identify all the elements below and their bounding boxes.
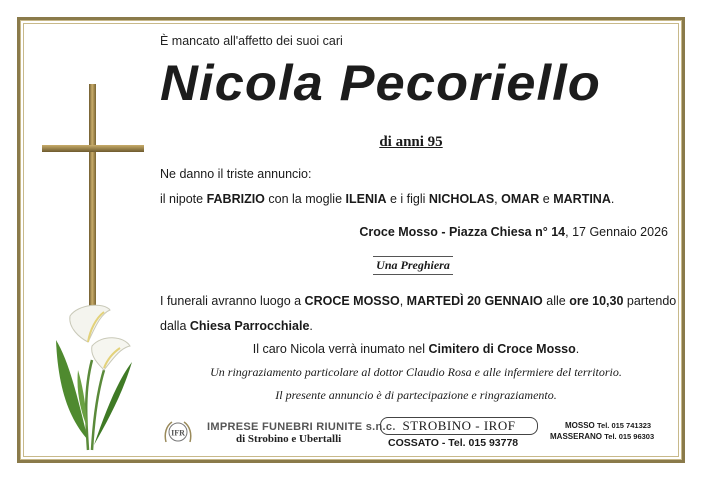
place-date bbox=[359, 225, 668, 239]
family-name: ILENIA bbox=[345, 192, 387, 206]
place-text: Croce Mosso - Piazza Chiesa n° 14 bbox=[359, 225, 566, 239]
family-name: FABRIZIO bbox=[206, 192, 265, 206]
burial-text: . bbox=[575, 342, 580, 356]
funeral-text: dalla bbox=[160, 319, 190, 333]
intro-text: È mancato all'affetto dei suoi cari bbox=[160, 34, 343, 48]
age-text: di anni 95 bbox=[379, 134, 443, 150]
funeral-text: I funerali avranno luogo a bbox=[160, 294, 305, 308]
imprese-name: IMPRESE FUNEBRI RIUNITE s.n.c. bbox=[207, 421, 396, 433]
family-text: e bbox=[539, 192, 554, 206]
imprese-owners: di Strobino e Ubertalli bbox=[236, 433, 342, 445]
funeral-text: alle bbox=[542, 294, 570, 308]
masserano-tel: Tel. 015 96303 bbox=[604, 432, 655, 441]
family-line bbox=[160, 192, 614, 206]
date-text: , 17 Gennaio 2026 bbox=[565, 225, 668, 239]
burial-line bbox=[0, 342, 702, 356]
funeral-date: MARTEDÌ 20 GENNAIO bbox=[406, 294, 543, 308]
announce-text: Ne danno il triste annuncio: bbox=[160, 167, 312, 181]
ifr-logo-icon bbox=[162, 418, 194, 446]
notice-text: Il presente annuncio è di partecipazione e ringraziamento. bbox=[275, 388, 557, 402]
cross-icon bbox=[89, 84, 96, 324]
cossato-contact: COSSATO - Tel. 015 93778 bbox=[388, 437, 519, 449]
funeral-text: , bbox=[399, 294, 407, 308]
thanks-text: Un ringraziamento particolare al dottor Claudio Rosa e alle infermiere del territorio. bbox=[210, 365, 622, 379]
svg-text:IFR: IFR bbox=[171, 428, 185, 438]
family-text: , bbox=[494, 192, 502, 206]
cemetery-name: Cimitero di Croce Mosso bbox=[428, 342, 576, 356]
mosso-tel: Tel. 015 741323 bbox=[597, 421, 652, 430]
deceased-name: Nicola Pecoriello bbox=[160, 55, 601, 111]
prayer-label: Una Preghiera bbox=[373, 256, 453, 275]
mosso-contact bbox=[565, 421, 651, 430]
funeral-text: partendo bbox=[623, 294, 677, 308]
funeral-line-1 bbox=[160, 294, 676, 308]
family-text: e i figli bbox=[386, 192, 429, 206]
mosso-label: MOSSO bbox=[565, 421, 595, 430]
family-text: il nipote bbox=[160, 192, 207, 206]
funeral-text: . bbox=[309, 319, 313, 333]
strobino-badge: STROBINO - IROF bbox=[380, 417, 538, 435]
funeral-time: ore 10,30 bbox=[569, 294, 624, 308]
family-text: . bbox=[610, 192, 615, 206]
family-name: MARTINA bbox=[553, 192, 611, 206]
masserano-label: MASSERANO bbox=[550, 432, 603, 441]
funeral-church: Chiesa Parrocchiale bbox=[189, 319, 310, 333]
family-text: con la moglie bbox=[264, 192, 346, 206]
family-name: NICHOLAS bbox=[428, 192, 495, 206]
funeral-line-2 bbox=[160, 319, 313, 333]
funeral-place: CROCE MOSSO bbox=[304, 294, 400, 308]
burial-text: Il caro Nicola verrà inumato nel bbox=[252, 342, 429, 356]
masserano-contact bbox=[550, 432, 654, 441]
family-name: OMAR bbox=[501, 192, 540, 206]
